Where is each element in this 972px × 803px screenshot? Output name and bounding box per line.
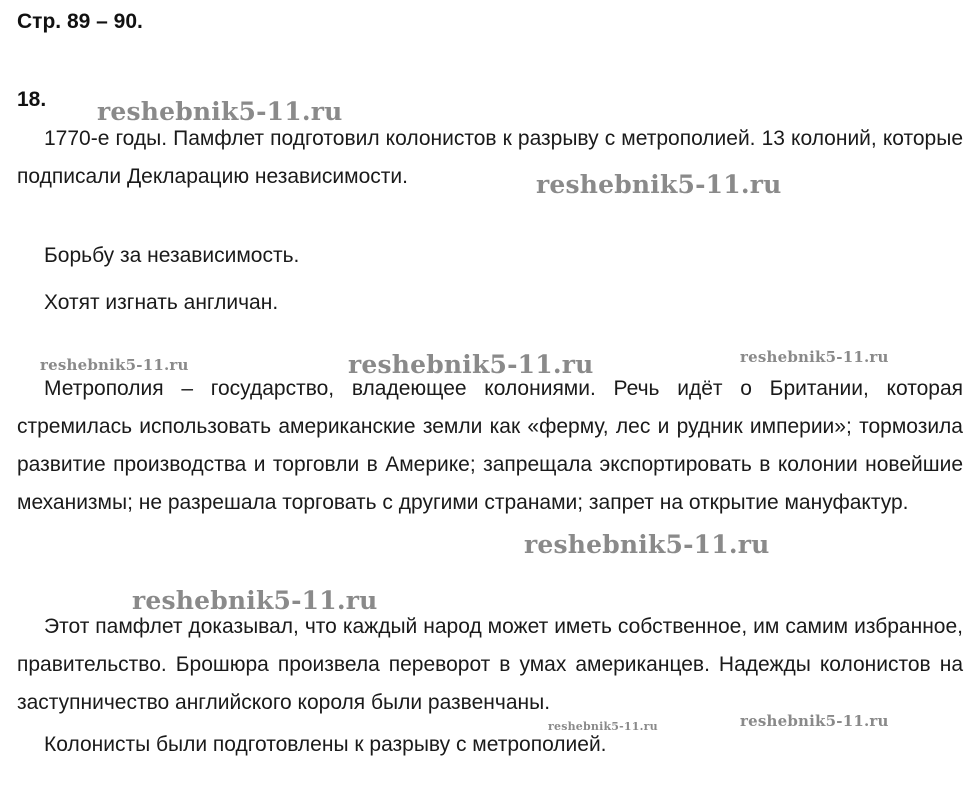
paragraph-1: 1770-е годы. Памфлет подготовил колонистов к разрыву с метрополией. 13 колоний, которые подписали Декларацию независимости. — [17, 127, 963, 188]
watermark: reshebnik5-11.ru — [548, 720, 658, 733]
watermark: reshebnik5-11.ru — [524, 530, 770, 559]
task-number: 18. — [17, 88, 47, 111]
watermark: reshebnik5-11.ru — [536, 170, 782, 199]
watermark: reshebnik5-11.ru — [132, 586, 378, 615]
paragraph-3: Хотят изгнать англичан. — [44, 291, 279, 314]
watermark: reshebnik5-11.ru — [348, 350, 594, 379]
watermark: reshebnik5-11.ru — [97, 97, 343, 126]
paragraph-6: Колонисты были подготовлены к разрыву с метрополией. — [44, 733, 607, 756]
paragraph-2: Борьбу за независимость. — [44, 244, 300, 267]
watermark: reshebnik5-11.ru — [40, 356, 189, 374]
watermark: reshebnik5-11.ru — [740, 712, 889, 730]
paragraph-4: Метрополия – государство, владеющее колониями. Речь идёт о Британии, которая стремилась использовать американские земли как «ферму, лес и рудник империи»; тормозила развитие производства и торговли в Америке; запрещала экспортировать в колонии новейшие механизмы; не разрешала торговать с другими странами; запрет на открытие мануфактур. — [17, 377, 963, 514]
paragraph-5: Этот памфлет доказывал, что каждый народ может иметь собственное, им самим избранное, правительство. Брошюра произвела переворот в умах американцев. Надежды колонистов на заступничество английского короля были развенчаны. — [17, 615, 963, 714]
page-title: Стр. 89 – 90. — [17, 10, 143, 33]
watermark: reshebnik5-11.ru — [740, 348, 889, 366]
